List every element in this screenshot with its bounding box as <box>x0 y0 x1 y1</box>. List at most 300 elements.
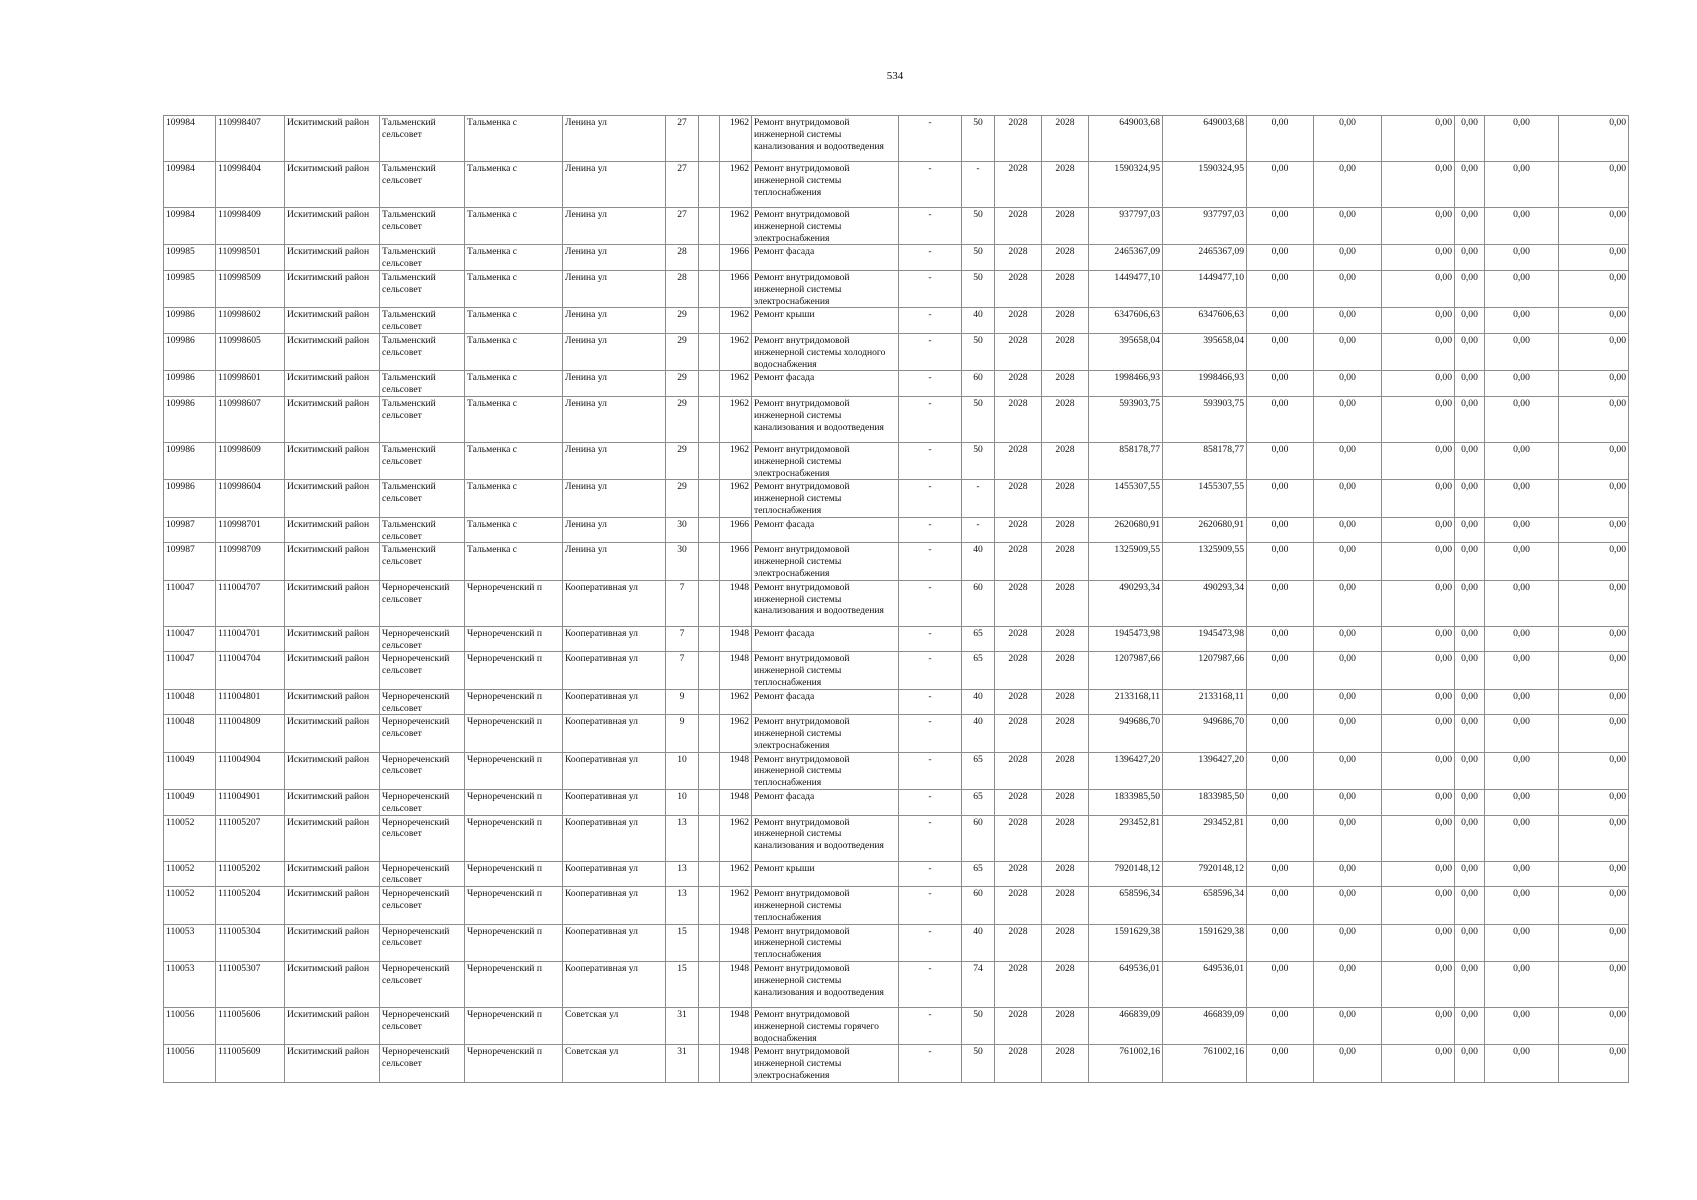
cell-cost-regional-fund: 1207987,66 <box>1163 652 1247 689</box>
cell-total-cost: 7920148,12 <box>1089 861 1163 887</box>
cell-cost-regional-budget: 0,00 <box>1314 815 1382 861</box>
cell-municipality: Чернореченский сельсовет <box>380 652 465 689</box>
cell-build-year: 1966 <box>720 270 752 307</box>
cell-wear-percent: 40 <box>962 543 995 580</box>
cell-work-id: 111004704 <box>216 652 285 689</box>
cell-wear-percent: 50 <box>962 396 995 442</box>
cell-cost-regional-budget: 0,00 <box>1314 333 1382 370</box>
cell-total-cost: 649536,01 <box>1089 962 1163 1008</box>
cell-street: Кооперативная ул <box>563 752 666 789</box>
cell-build-year: 1962 <box>720 442 752 479</box>
cell-plan-year-start: 2028 <box>995 626 1042 652</box>
cell-district: Искитимский район <box>285 962 380 1008</box>
cell-district: Искитимский район <box>285 396 380 442</box>
cell-house-letter <box>699 752 720 789</box>
cell-row-id: 110052 <box>164 815 216 861</box>
cell-build-year: 1966 <box>720 543 752 580</box>
cell-row-id: 109986 <box>164 480 216 517</box>
cell-stage: - <box>899 308 962 334</box>
cell-work-id: 111005207 <box>216 815 285 861</box>
cell-cost-share: 0,00 <box>1455 652 1485 689</box>
cell-work-id: 111005307 <box>216 962 285 1008</box>
cell-work-type: Ремонт внутридомовой инженерной системы канализования и водоотведения <box>752 580 899 626</box>
cell-row-id: 110052 <box>164 861 216 887</box>
cell-stage: - <box>899 1008 962 1045</box>
cell-work-type: Ремонт внутридомовой инженерной системы холодного водоснабжения <box>752 333 899 370</box>
cell-cost-federal: 0,00 <box>1247 861 1314 887</box>
cell-house-number: 15 <box>666 962 699 1008</box>
cell-settlement: Тальменка с <box>465 442 563 479</box>
cell-cost-local-budget: 0,00 <box>1382 752 1455 789</box>
cell-build-year: 1962 <box>720 371 752 397</box>
table-row <box>164 790 1629 816</box>
cell-cost-other: 0,00 <box>1559 689 1629 715</box>
cell-house-letter <box>699 652 720 689</box>
cell-plan-year-start: 2028 <box>995 371 1042 397</box>
cell-work-type: Ремонт внутридомовой инженерной системы канализования и водоотведения <box>752 962 899 1008</box>
cell-work-id: 111004801 <box>216 689 285 715</box>
table-row <box>164 543 1629 580</box>
cell-cost-owners: 0,00 <box>1485 308 1559 334</box>
cell-street: Кооперативная ул <box>563 962 666 1008</box>
cell-stage: - <box>899 517 962 543</box>
cell-build-year: 1966 <box>720 245 752 271</box>
cell-cost-other: 0,00 <box>1559 887 1629 924</box>
cell-district: Искитимский район <box>285 270 380 307</box>
cell-plan-year-end: 2028 <box>1042 652 1089 689</box>
cell-plan-year-start: 2028 <box>995 962 1042 1008</box>
cell-cost-owners: 0,00 <box>1485 396 1559 442</box>
cell-settlement: Чернореченский п <box>465 752 563 789</box>
cell-cost-regional-budget: 0,00 <box>1314 245 1382 271</box>
cell-house-letter <box>699 396 720 442</box>
cell-house-number: 13 <box>666 887 699 924</box>
cell-district: Искитимский район <box>285 245 380 271</box>
table-row <box>164 815 1629 861</box>
cell-plan-year-end: 2028 <box>1042 162 1089 208</box>
table-row <box>164 689 1629 715</box>
cell-cost-owners: 0,00 <box>1485 580 1559 626</box>
cell-street: Ленина ул <box>563 116 666 162</box>
cell-cost-regional-budget: 0,00 <box>1314 116 1382 162</box>
cell-cost-federal: 0,00 <box>1247 815 1314 861</box>
cell-row-id: 109984 <box>164 208 216 245</box>
cell-work-id: 110998605 <box>216 333 285 370</box>
cell-work-id: 111004901 <box>216 790 285 816</box>
cell-stage: - <box>899 480 962 517</box>
cell-settlement: Чернореченский п <box>465 861 563 887</box>
cell-work-id: 110998404 <box>216 162 285 208</box>
cell-municipality: Тальменский сельсовет <box>380 517 465 543</box>
cell-work-type: Ремонт фасада <box>752 517 899 543</box>
cell-street: Кооперативная ул <box>563 815 666 861</box>
cell-cost-regional-fund: 2620680,91 <box>1163 517 1247 543</box>
cell-work-id: 111004701 <box>216 626 285 652</box>
cell-cost-regional-fund: 761002,16 <box>1163 1045 1247 1082</box>
cell-work-type: Ремонт фасада <box>752 245 899 271</box>
cell-plan-year-end: 2028 <box>1042 790 1089 816</box>
cell-cost-local-budget: 0,00 <box>1382 962 1455 1008</box>
cell-plan-year-start: 2028 <box>995 580 1042 626</box>
cell-work-id: 111004904 <box>216 752 285 789</box>
cell-cost-share: 0,00 <box>1455 924 1485 961</box>
cell-plan-year-start: 2028 <box>995 752 1042 789</box>
cell-stage: - <box>899 861 962 887</box>
cell-plan-year-end: 2028 <box>1042 517 1089 543</box>
cell-build-year: 1962 <box>720 162 752 208</box>
cell-cost-owners: 0,00 <box>1485 924 1559 961</box>
cell-cost-regional-budget: 0,00 <box>1314 580 1382 626</box>
cell-build-year: 1966 <box>720 517 752 543</box>
cell-plan-year-end: 2028 <box>1042 442 1089 479</box>
cell-house-number: 28 <box>666 245 699 271</box>
cell-wear-percent: - <box>962 480 995 517</box>
cell-cost-federal: 0,00 <box>1247 333 1314 370</box>
cell-wear-percent: 50 <box>962 208 995 245</box>
cell-cost-owners: 0,00 <box>1485 1008 1559 1045</box>
cell-cost-share: 0,00 <box>1455 689 1485 715</box>
registry-body <box>164 116 1629 1083</box>
cell-row-id: 110047 <box>164 580 216 626</box>
cell-wear-percent: 40 <box>962 308 995 334</box>
cell-cost-federal: 0,00 <box>1247 962 1314 1008</box>
cell-settlement: Чернореченский п <box>465 962 563 1008</box>
cell-stage: - <box>899 245 962 271</box>
cell-plan-year-start: 2028 <box>995 887 1042 924</box>
cell-row-id: 109986 <box>164 308 216 334</box>
cell-cost-owners: 0,00 <box>1485 116 1559 162</box>
cell-cost-regional-fund: 293452,81 <box>1163 815 1247 861</box>
cell-house-letter <box>699 208 720 245</box>
cell-cost-regional-fund: 466839,09 <box>1163 1008 1247 1045</box>
cell-cost-other: 0,00 <box>1559 1045 1629 1082</box>
cell-settlement: Тальменка с <box>465 543 563 580</box>
table-row <box>164 1008 1629 1045</box>
table-row <box>164 396 1629 442</box>
cell-district: Искитимский район <box>285 887 380 924</box>
cell-street: Кооперативная ул <box>563 580 666 626</box>
cell-cost-federal: 0,00 <box>1247 208 1314 245</box>
cell-cost-federal: 0,00 <box>1247 1008 1314 1045</box>
cell-municipality: Чернореченский сельсовет <box>380 689 465 715</box>
cell-house-number: 27 <box>666 208 699 245</box>
cell-cost-local-budget: 0,00 <box>1382 790 1455 816</box>
cell-cost-local-budget: 0,00 <box>1382 442 1455 479</box>
cell-cost-share: 0,00 <box>1455 442 1485 479</box>
table-row <box>164 480 1629 517</box>
cell-settlement: Тальменка с <box>465 116 563 162</box>
cell-cost-regional-fund: 1590324,95 <box>1163 162 1247 208</box>
cell-row-id: 109984 <box>164 162 216 208</box>
cell-row-id: 110053 <box>164 924 216 961</box>
table-row <box>164 270 1629 307</box>
cell-house-number: 13 <box>666 815 699 861</box>
cell-wear-percent: 60 <box>962 887 995 924</box>
cell-row-id: 110048 <box>164 689 216 715</box>
cell-work-type: Ремонт внутридомовой инженерной системы теплоснабжения <box>752 480 899 517</box>
cell-plan-year-start: 2028 <box>995 270 1042 307</box>
cell-cost-local-budget: 0,00 <box>1382 480 1455 517</box>
cell-municipality: Чернореченский сельсовет <box>380 924 465 961</box>
cell-cost-local-budget: 0,00 <box>1382 371 1455 397</box>
cell-plan-year-start: 2028 <box>995 333 1042 370</box>
cell-build-year: 1962 <box>720 715 752 752</box>
cell-cost-local-budget: 0,00 <box>1382 626 1455 652</box>
cell-house-letter <box>699 442 720 479</box>
cell-stage: - <box>899 442 962 479</box>
cell-settlement: Чернореченский п <box>465 790 563 816</box>
cell-cost-share: 0,00 <box>1455 162 1485 208</box>
cell-district: Искитимский район <box>285 543 380 580</box>
cell-cost-regional-budget: 0,00 <box>1314 652 1382 689</box>
table-row <box>164 442 1629 479</box>
cell-settlement: Чернореченский п <box>465 1008 563 1045</box>
cell-municipality: Чернореченский сельсовет <box>380 1045 465 1082</box>
cell-cost-share: 0,00 <box>1455 861 1485 887</box>
cell-municipality: Тальменский сельсовет <box>380 442 465 479</box>
cell-house-number: 29 <box>666 371 699 397</box>
cell-house-number: 30 <box>666 517 699 543</box>
cell-district: Искитимский район <box>285 208 380 245</box>
cell-cost-regional-fund: 649003,68 <box>1163 116 1247 162</box>
cell-work-type: Ремонт внутридомовой инженерной системы канализования и водоотведения <box>752 116 899 162</box>
cell-plan-year-start: 2028 <box>995 162 1042 208</box>
cell-cost-regional-fund: 593903,75 <box>1163 396 1247 442</box>
cell-cost-regional-fund: 2133168,11 <box>1163 689 1247 715</box>
cell-house-number: 29 <box>666 480 699 517</box>
cell-district: Искитимский район <box>285 652 380 689</box>
cell-municipality: Чернореченский сельсовет <box>380 715 465 752</box>
cell-cost-local-budget: 0,00 <box>1382 333 1455 370</box>
cell-plan-year-end: 2028 <box>1042 208 1089 245</box>
cell-stage: - <box>899 333 962 370</box>
cell-build-year: 1948 <box>720 924 752 961</box>
cell-cost-share: 0,00 <box>1455 1045 1485 1082</box>
cell-cost-owners: 0,00 <box>1485 815 1559 861</box>
cell-total-cost: 937797,03 <box>1089 208 1163 245</box>
cell-total-cost: 1449477,10 <box>1089 270 1163 307</box>
cell-street: Ленина ул <box>563 396 666 442</box>
cell-cost-other: 0,00 <box>1559 308 1629 334</box>
cell-total-cost: 1945473,98 <box>1089 626 1163 652</box>
cell-work-type: Ремонт внутридомовой инженерной системы теплоснабжения <box>752 652 899 689</box>
table-row <box>164 245 1629 271</box>
cell-house-letter <box>699 924 720 961</box>
cell-wear-percent: 50 <box>962 270 995 307</box>
cell-cost-other: 0,00 <box>1559 396 1629 442</box>
cell-house-letter <box>699 308 720 334</box>
cell-district: Искитимский район <box>285 580 380 626</box>
table-row <box>164 752 1629 789</box>
cell-settlement: Чернореченский п <box>465 815 563 861</box>
cell-district: Искитимский район <box>285 1008 380 1045</box>
cell-plan-year-start: 2028 <box>995 715 1042 752</box>
cell-work-id: 110998609 <box>216 442 285 479</box>
cell-build-year: 1948 <box>720 1008 752 1045</box>
table-row <box>164 333 1629 370</box>
cell-cost-other: 0,00 <box>1559 580 1629 626</box>
cell-cost-federal: 0,00 <box>1247 442 1314 479</box>
cell-house-letter <box>699 517 720 543</box>
cell-plan-year-end: 2028 <box>1042 480 1089 517</box>
cell-cost-local-budget: 0,00 <box>1382 1008 1455 1045</box>
cell-work-type: Ремонт фасада <box>752 371 899 397</box>
cell-settlement: Тальменка с <box>465 270 563 307</box>
cell-municipality: Тальменский сельсовет <box>380 208 465 245</box>
cell-row-id: 110056 <box>164 1008 216 1045</box>
cell-cost-federal: 0,00 <box>1247 580 1314 626</box>
cell-district: Искитимский район <box>285 116 380 162</box>
cell-cost-regional-budget: 0,00 <box>1314 1008 1382 1045</box>
cell-work-type: Ремонт крыши <box>752 861 899 887</box>
cell-work-type: Ремонт внутридомовой инженерной системы теплоснабжения <box>752 162 899 208</box>
cell-work-type: Ремонт внутридомовой инженерной системы электроснабжения <box>752 208 899 245</box>
cell-plan-year-start: 2028 <box>995 442 1042 479</box>
cell-wear-percent: 50 <box>962 116 995 162</box>
cell-municipality: Чернореченский сельсовет <box>380 580 465 626</box>
cell-cost-local-budget: 0,00 <box>1382 924 1455 961</box>
cell-cost-federal: 0,00 <box>1247 543 1314 580</box>
cell-work-type: Ремонт внутридомовой инженерной системы электроснабжения <box>752 1045 899 1082</box>
cell-stage: - <box>899 162 962 208</box>
cell-plan-year-start: 2028 <box>995 308 1042 334</box>
cell-cost-share: 0,00 <box>1455 245 1485 271</box>
cell-cost-share: 0,00 <box>1455 371 1485 397</box>
table-row <box>164 962 1629 1008</box>
cell-stage: - <box>899 887 962 924</box>
cell-cost-regional-budget: 0,00 <box>1314 208 1382 245</box>
cell-work-type: Ремонт внутридомовой инженерной системы канализования и водоотведения <box>752 396 899 442</box>
cell-total-cost: 6347606,63 <box>1089 308 1163 334</box>
cell-cost-owners: 0,00 <box>1485 689 1559 715</box>
cell-total-cost: 466839,09 <box>1089 1008 1163 1045</box>
table-row <box>164 517 1629 543</box>
cell-municipality: Тальменский сельсовет <box>380 543 465 580</box>
cell-house-number: 15 <box>666 924 699 961</box>
cell-plan-year-start: 2028 <box>995 208 1042 245</box>
cell-cost-share: 0,00 <box>1455 815 1485 861</box>
cell-plan-year-end: 2028 <box>1042 245 1089 271</box>
cell-plan-year-end: 2028 <box>1042 962 1089 1008</box>
cell-house-letter <box>699 715 720 752</box>
cell-work-id: 110998701 <box>216 517 285 543</box>
cell-cost-federal: 0,00 <box>1247 626 1314 652</box>
cell-cost-owners: 0,00 <box>1485 270 1559 307</box>
cell-settlement: Тальменка с <box>465 396 563 442</box>
cell-house-number: 9 <box>666 689 699 715</box>
cell-cost-owners: 0,00 <box>1485 790 1559 816</box>
cell-cost-regional-fund: 949686,70 <box>1163 715 1247 752</box>
cell-district: Искитимский район <box>285 924 380 961</box>
cell-stage: - <box>899 924 962 961</box>
cell-street: Ленина ул <box>563 162 666 208</box>
cell-work-id: 110998709 <box>216 543 285 580</box>
cell-build-year: 1962 <box>720 689 752 715</box>
cell-wear-percent: - <box>962 162 995 208</box>
cell-total-cost: 490293,34 <box>1089 580 1163 626</box>
cell-work-id: 110998602 <box>216 308 285 334</box>
cell-settlement: Чернореченский п <box>465 1045 563 1082</box>
cell-cost-other: 0,00 <box>1559 442 1629 479</box>
cell-street: Кооперативная ул <box>563 652 666 689</box>
cell-wear-percent: 50 <box>962 1008 995 1045</box>
cell-cost-federal: 0,00 <box>1247 924 1314 961</box>
cell-stage: - <box>899 715 962 752</box>
cell-stage: - <box>899 1045 962 1082</box>
cell-plan-year-start: 2028 <box>995 245 1042 271</box>
cell-street: Ленина ул <box>563 517 666 543</box>
cell-cost-local-budget: 0,00 <box>1382 1045 1455 1082</box>
cell-total-cost: 2133168,11 <box>1089 689 1163 715</box>
cell-house-number: 27 <box>666 162 699 208</box>
cell-cost-regional-budget: 0,00 <box>1314 790 1382 816</box>
repair-registry-table <box>163 115 1629 1083</box>
cell-district: Искитимский район <box>285 371 380 397</box>
cell-street: Ленина ул <box>563 333 666 370</box>
cell-wear-percent: 40 <box>962 924 995 961</box>
cell-cost-other: 0,00 <box>1559 815 1629 861</box>
cell-settlement: Чернореченский п <box>465 887 563 924</box>
cell-row-id: 110047 <box>164 652 216 689</box>
cell-street: Ленина ул <box>563 371 666 397</box>
cell-work-id: 110998607 <box>216 396 285 442</box>
table-row <box>164 116 1629 162</box>
cell-cost-owners: 0,00 <box>1485 652 1559 689</box>
cell-cost-other: 0,00 <box>1559 480 1629 517</box>
cell-stage: - <box>899 208 962 245</box>
cell-cost-regional-budget: 0,00 <box>1314 752 1382 789</box>
cell-stage: - <box>899 689 962 715</box>
cell-municipality: Чернореченский сельсовет <box>380 815 465 861</box>
table-row <box>164 1045 1629 1082</box>
cell-settlement: Чернореченский п <box>465 715 563 752</box>
table-row <box>164 208 1629 245</box>
cell-cost-other: 0,00 <box>1559 1008 1629 1045</box>
cell-plan-year-end: 2028 <box>1042 580 1089 626</box>
cell-cost-share: 0,00 <box>1455 208 1485 245</box>
cell-house-letter <box>699 815 720 861</box>
cell-cost-owners: 0,00 <box>1485 333 1559 370</box>
cell-work-id: 110998604 <box>216 480 285 517</box>
cell-cost-local-budget: 0,00 <box>1382 715 1455 752</box>
cell-plan-year-end: 2028 <box>1042 1045 1089 1082</box>
cell-house-number: 28 <box>666 270 699 307</box>
cell-plan-year-end: 2028 <box>1042 815 1089 861</box>
cell-cost-owners: 0,00 <box>1485 480 1559 517</box>
cell-settlement: Тальменка с <box>465 333 563 370</box>
cell-cost-share: 0,00 <box>1455 752 1485 789</box>
cell-plan-year-end: 2028 <box>1042 371 1089 397</box>
cell-plan-year-end: 2028 <box>1042 689 1089 715</box>
cell-cost-share: 0,00 <box>1455 270 1485 307</box>
cell-row-id: 109987 <box>164 543 216 580</box>
cell-cost-regional-fund: 6347606,63 <box>1163 308 1247 334</box>
cell-cost-local-budget: 0,00 <box>1382 517 1455 543</box>
cell-row-id: 110049 <box>164 752 216 789</box>
cell-row-id: 109984 <box>164 116 216 162</box>
cell-cost-local-budget: 0,00 <box>1382 396 1455 442</box>
cell-house-letter <box>699 162 720 208</box>
cell-municipality: Тальменский сельсовет <box>380 480 465 517</box>
cell-cost-regional-fund: 1325909,55 <box>1163 543 1247 580</box>
cell-district: Искитимский район <box>285 308 380 334</box>
cell-street: Кооперативная ул <box>563 626 666 652</box>
cell-row-id: 109986 <box>164 333 216 370</box>
cell-cost-federal: 0,00 <box>1247 308 1314 334</box>
cell-district: Искитимский район <box>285 790 380 816</box>
cell-cost-regional-budget: 0,00 <box>1314 371 1382 397</box>
cell-street: Кооперативная ул <box>563 924 666 961</box>
